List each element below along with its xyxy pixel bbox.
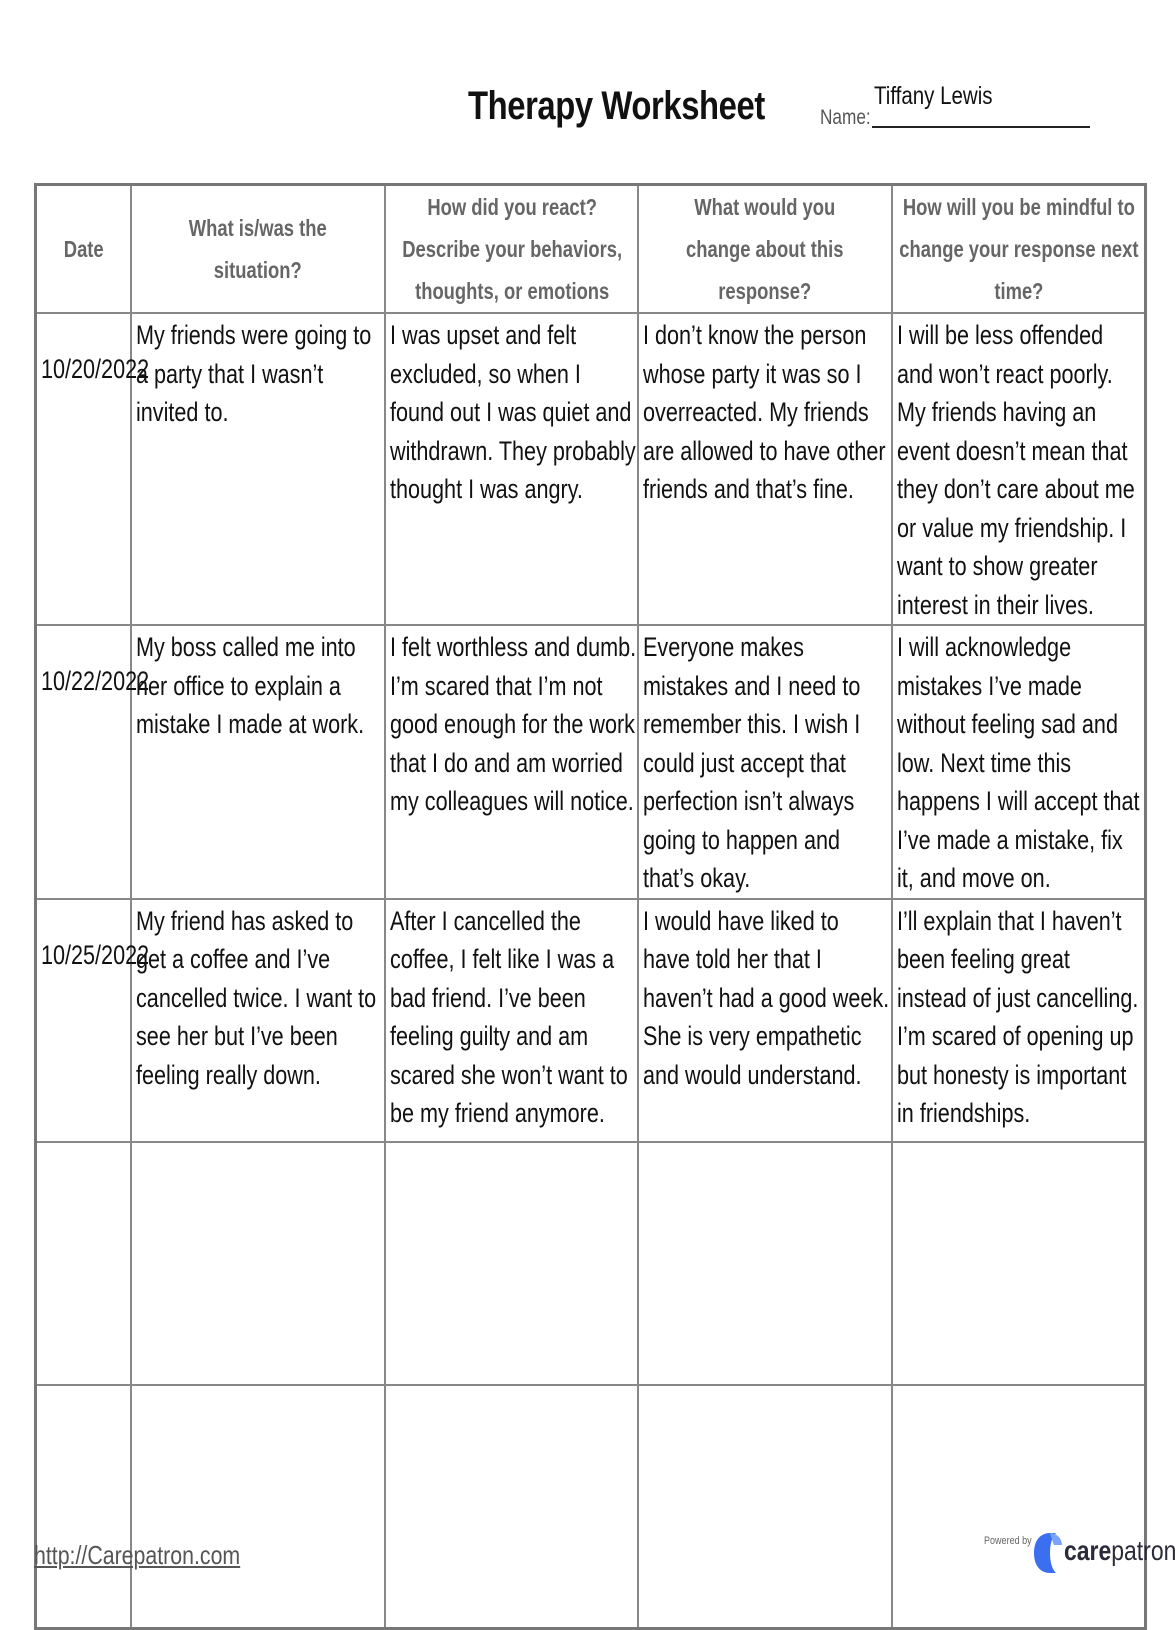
worksheet-table — [34, 183, 1147, 1630]
table-row — [36, 625, 1146, 899]
table-row — [36, 313, 1146, 625]
situation-cell[interactable] — [131, 1385, 385, 1629]
carepatron-link[interactable]: http://Carepatron.com — [34, 1540, 241, 1570]
change-cell[interactable]: I don’t know the person whose party it was so I overreacted. My friends are allowed to have other friends and that’s fine. — [638, 313, 892, 625]
situation-cell[interactable]: My boss called me into her office to explain a mistake I made at work. — [131, 625, 385, 899]
situation-cell[interactable] — [131, 1142, 385, 1385]
reaction-cell[interactable]: After I cancelled the coffee, I felt like I was a bad friend. I’ve been feeling guilty and am scared she won’t want to be my friend anymore. — [385, 899, 639, 1142]
change-cell[interactable] — [638, 1142, 892, 1385]
header-situation: What is/was the situation? — [131, 185, 385, 314]
powered-by-label: Powered by — [984, 1535, 1032, 1547]
table-header-row — [36, 185, 1146, 314]
situation-cell[interactable]: My friends were going to a party that I wasn’t invited to. — [131, 313, 385, 625]
table-row — [36, 899, 1146, 1142]
mindful-cell[interactable] — [892, 1385, 1146, 1629]
reaction-cell[interactable]: I was upset and felt excluded, so when I found out I was quiet and withdrawn. They probably thought I was angry. — [385, 313, 639, 625]
reaction-cell[interactable]: I felt worthless and dumb. I’m scared that I’m not good enough for the work that I do and am worried my colleagues will notice. — [385, 625, 639, 899]
mindful-cell[interactable]: I will acknowledge mistakes I’ve made without feeling sad and low. Next time this happens I will accept that I’ve made a mistake, fix it, and move on. — [892, 625, 1146, 899]
change-cell[interactable]: I would have liked to have told her that I haven’t had a good week. She is very empathetic and would understand. — [638, 899, 892, 1142]
header-change: What would you change about this response? — [638, 185, 892, 314]
date-cell[interactable] — [36, 1142, 132, 1385]
carepatron-logo-icon — [1030, 1531, 1064, 1575]
reaction-cell[interactable] — [385, 1142, 639, 1385]
reaction-cell[interactable] — [385, 1385, 639, 1629]
mindful-cell[interactable] — [892, 1142, 1146, 1385]
page-title: Therapy Worksheet — [468, 84, 765, 128]
name-underline — [872, 126, 1090, 128]
header-reaction: How did you react? Describe your behaviors, thoughts, or emotions — [385, 185, 639, 314]
mindful-cell[interactable]: I will be less offended and won’t react poorly. My friends having an event doesn’t mean that they don’t care about me or value my friendship. I want to show greater interest in their lives. — [892, 313, 1146, 625]
date-cell[interactable]: 10/22/2022 — [36, 625, 132, 899]
change-cell[interactable] — [638, 1385, 892, 1629]
table-row — [36, 1142, 1146, 1385]
name-field[interactable]: Tiffany Lewis — [874, 82, 993, 110]
situation-cell[interactable]: My friend has asked to get a coffee and I’ve cancelled twice. I want to see her but I’ve been feeling really down. — [131, 899, 385, 1142]
mindful-cell[interactable]: I’ll explain that I haven’t been feeling great instead of just cancelling. I’m scared of opening up but honesty is important in friendships. — [892, 899, 1146, 1142]
change-cell[interactable]: Everyone makes mistakes and I need to remember this. I wish I could just accept that perfection isn’t always going to happen and that’s okay. — [638, 625, 892, 899]
carepatron-logo-text: carepatron — [1064, 1535, 1176, 1566]
date-cell[interactable] — [36, 1385, 132, 1629]
header-mindful: How will you be mindful to change your response next time? — [892, 185, 1146, 314]
table-row — [36, 1385, 1146, 1629]
name-label: Name: — [820, 106, 871, 129]
date-cell[interactable]: 10/25/2022 — [36, 899, 132, 1142]
header-date: Date — [36, 185, 132, 314]
date-cell[interactable]: 10/20/2022 — [36, 313, 132, 625]
